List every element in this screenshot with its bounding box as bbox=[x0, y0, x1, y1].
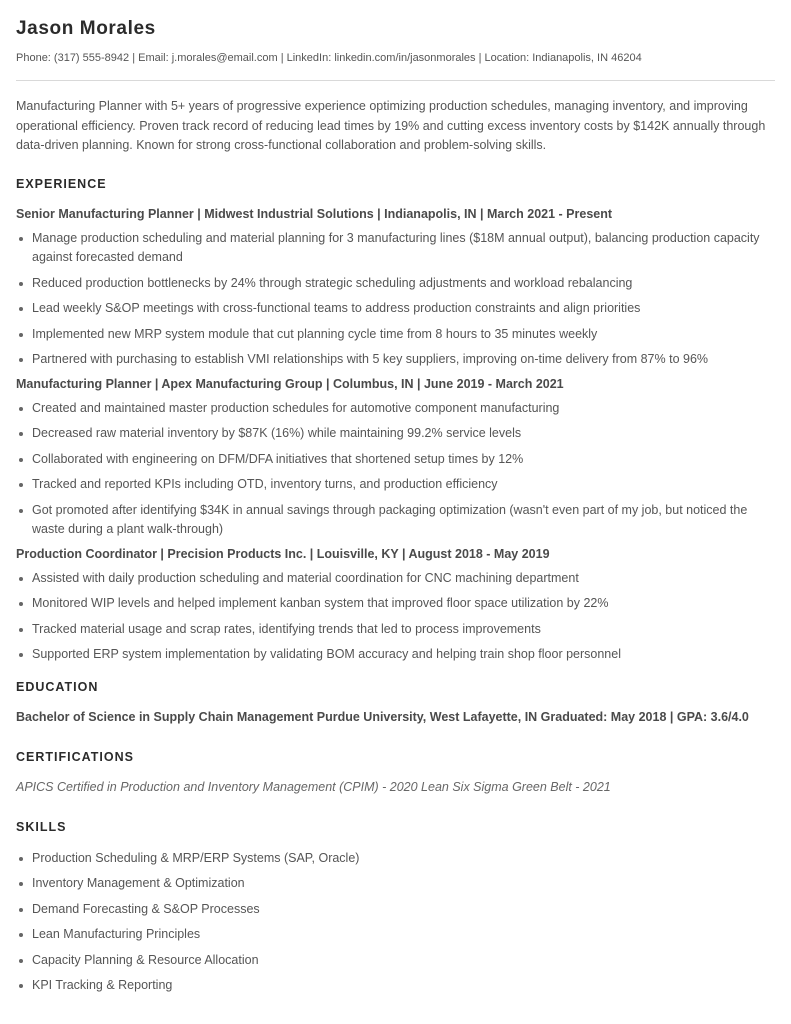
bullet-icon bbox=[19, 432, 23, 436]
list-item bbox=[16, 900, 775, 920]
bullet-icon bbox=[19, 307, 23, 311]
bullet-icon bbox=[19, 908, 23, 912]
skills-section bbox=[16, 819, 775, 996]
list-item bbox=[16, 274, 775, 294]
bullet-text: Got promoted after identifying $34K in annual savings through packaging optimization (wasn't even part of my job, but noticed the waste during a plant walk-through) bbox=[32, 502, 748, 536]
skill-text: Capacity Planning & Resource Allocation bbox=[32, 952, 259, 967]
bullet-icon bbox=[19, 628, 23, 632]
skill-text: Lean Manufacturing Principles bbox=[32, 927, 201, 941]
bullet-text: Decreased raw material inventory by $87K (16%) while maintaining 99.2% service levels bbox=[32, 426, 522, 440]
bullet-text: Partnered with purchasing to establish VMI relationships with 5 key suppliers, improving on-time delivery from 87% to 96% bbox=[32, 352, 709, 366]
skill-text: Inventory Management & Optimization bbox=[32, 876, 245, 890]
list-item bbox=[16, 594, 775, 614]
experience-section bbox=[16, 176, 775, 665]
bullet-text: Reduced production bottlenecks by 24% through strategic scheduling adjustments and workload rebalancing bbox=[32, 275, 633, 290]
section-title-experience: EXPERIENCE bbox=[16, 176, 107, 191]
list-item bbox=[16, 620, 775, 640]
bullet-text: Monitored WIP levels and helped implement kanban system that improved floor space utilization by 22% bbox=[32, 596, 609, 610]
education-entry: Bachelor of Science in Supply Chain Management Purdue University, West Lafayette, IN Graduated: May 2018 | GPA: 3.6/4.0 bbox=[16, 709, 749, 724]
bullet-text: Tracked material usage and scrap rates, identifying trends that led to process improvements bbox=[32, 621, 541, 636]
bullet-text: Manage production scheduling and material planning for 3 manufacturing lines ($18M annual output), balancing production capacity against forecasted demand bbox=[32, 230, 760, 264]
job-entry bbox=[16, 546, 775, 665]
list-item bbox=[16, 569, 775, 589]
professional-summary: Manufacturing Planner with 5+ years of progressive experience optimizing production schedules, managing inventory, and improving operational efficiency. Proven track record of reducing lead times by 19% and cutting excess inventory costs by $142K annually through data-driven planning. Known for strong cross-functional collaboration and problem-solving skills. bbox=[16, 99, 766, 152]
skill-text: KPI Tracking & Reporting bbox=[32, 978, 173, 992]
skill-text: Demand Forecasting & S&OP Processes bbox=[32, 901, 260, 916]
section-title-education: EDUCATION bbox=[16, 679, 99, 694]
education-section bbox=[16, 679, 775, 725]
bullet-text: Lead weekly S&OP meetings with cross-functional teams to address production constraints and align priorities bbox=[32, 301, 641, 315]
job-entry bbox=[16, 206, 775, 370]
bullet-icon bbox=[19, 602, 23, 606]
bullet-icon bbox=[19, 653, 23, 657]
bullet-icon bbox=[19, 509, 23, 513]
section-title-skills: SKILLS bbox=[16, 819, 67, 834]
bullet-text: Implemented new MRP system module that cut planning cycle time from 8 hours to 35 minutes weekly bbox=[32, 326, 598, 341]
list-item bbox=[16, 976, 775, 996]
bullet-text: Tracked and reported KPIs including OTD, inventory turns, and production efficiency bbox=[32, 477, 498, 491]
bullet-icon bbox=[19, 358, 23, 362]
list-item bbox=[16, 325, 775, 345]
list-item bbox=[16, 450, 775, 470]
job-bullets bbox=[16, 569, 775, 665]
bullet-icon bbox=[19, 577, 23, 581]
certifications-section bbox=[16, 749, 775, 795]
list-item bbox=[16, 874, 775, 894]
header-divider bbox=[16, 80, 775, 81]
job-heading: Manufacturing Planner | Apex Manufacturing Group | Columbus, IN | June 2019 - March 2021 bbox=[16, 376, 564, 391]
bullet-icon bbox=[19, 237, 23, 241]
candidate-name: Jason Morales bbox=[16, 18, 156, 39]
list-item bbox=[16, 399, 775, 419]
list-item bbox=[16, 849, 775, 869]
bullet-icon bbox=[19, 407, 23, 411]
list-item bbox=[16, 475, 775, 495]
job-bullets bbox=[16, 229, 775, 370]
list-item bbox=[16, 299, 775, 319]
skills-list bbox=[16, 849, 775, 996]
list-item bbox=[16, 645, 775, 665]
list-item bbox=[16, 424, 775, 444]
bullet-icon bbox=[19, 857, 23, 861]
job-bullets bbox=[16, 399, 775, 540]
skill-text: Production Scheduling & MRP/ERP Systems (SAP, Oracle) bbox=[32, 850, 360, 865]
contact-info: Phone: (317) 555-8942 | Email: j.morales@email.com | LinkedIn: linkedin.com/in/jasonmorales | Location: Indianapolis, IN 46204 bbox=[16, 52, 642, 64]
bullet-icon bbox=[19, 959, 23, 963]
list-item bbox=[16, 501, 775, 540]
bullet-icon bbox=[19, 933, 23, 937]
bullet-icon bbox=[19, 458, 23, 462]
list-item bbox=[16, 925, 775, 945]
bullet-icon bbox=[19, 882, 23, 886]
bullet-icon bbox=[19, 984, 23, 988]
list-item bbox=[16, 350, 775, 370]
section-title-certifications: CERTIFICATIONS bbox=[16, 749, 134, 764]
bullet-icon bbox=[19, 333, 23, 337]
bullet-text: Created and maintained master production schedules for automotive component manufacturing bbox=[32, 400, 560, 415]
certifications-entry: APICS Certified in Production and Inventory Management (CPIM) - 2020 Lean Six Sigma Green Belt - 2021 bbox=[16, 779, 611, 794]
bullet-text: Supported ERP system implementation by validating BOM accuracy and helping train shop floor personnel bbox=[32, 647, 621, 661]
bullet-icon bbox=[19, 282, 23, 286]
job-heading: Production Coordinator | Precision Products Inc. | Louisville, KY | August 2018 - May 2019 bbox=[16, 546, 550, 561]
list-item bbox=[16, 951, 775, 971]
bullet-icon bbox=[19, 483, 23, 487]
bullet-text: Collaborated with engineering on DFM/DFA initiatives that shortened setup times by 12% bbox=[32, 451, 524, 466]
list-item bbox=[16, 229, 775, 268]
bullet-text: Assisted with daily production scheduling and material coordination for CNC machining department bbox=[32, 570, 579, 585]
job-heading: Senior Manufacturing Planner | Midwest Industrial Solutions | Indianapolis, IN | March 2021 - Present bbox=[16, 206, 613, 221]
job-entry bbox=[16, 376, 775, 540]
